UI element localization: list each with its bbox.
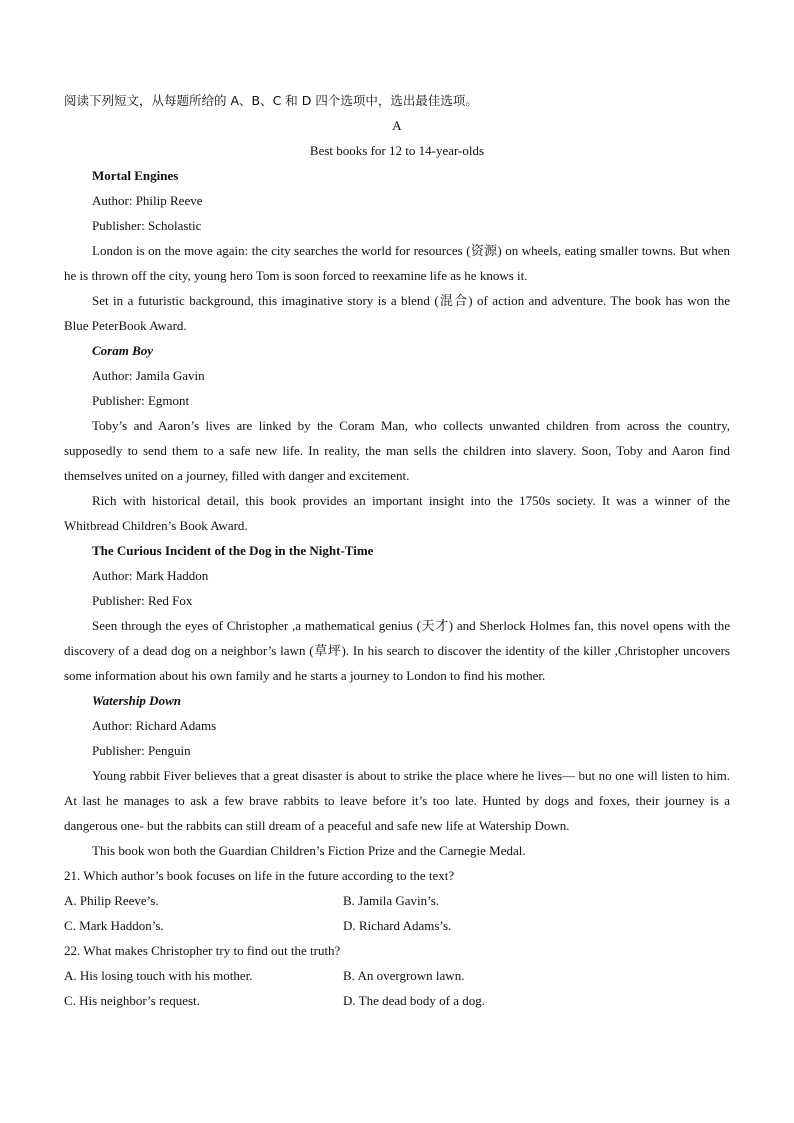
book-description: Young rabbit Fiver believes that a great disaster is about to strike the place where he lives— but no one will listen to him. At last he manages to ask a few brave rabbits to leave before it’s too late. Hunted by dogs and foxes, their journey is a dangerous one- but the rabbits can still dream of a peaceful and safe new life at Watership Down.: [64, 768, 730, 833]
book-author: Author: Richard Adams: [92, 718, 217, 733]
instruction-text: 阅读下列短文，从每题所给的 A、B、C 和 D 四个选项中，选出最佳选项。: [64, 93, 478, 108]
book-description: Rich with historical detail, this book provides an important insight into the 1750s society. It was a winner of the Whitbread Children’s Book Award.: [64, 493, 730, 533]
book-description: Seen through the eyes of Christopher ,a mathematical genius (天才) and Sherlock Holmes fan, this novel opens with the discovery of a dead dog on a neighbor’s lawn (草坪). In his search to discover the identity of the killer ,Christopher uncovers some information about his own family and he starts a journey to London to find his mother.: [64, 618, 730, 683]
book-description: This book won both the Guardian Children’s Fiction Prize and the Carnegie Medal.: [92, 843, 526, 858]
question-stem: 22. What makes Christopher try to find out the truth?: [64, 943, 341, 958]
book-publisher: Publisher: Scholastic: [92, 218, 202, 233]
book-description: London is on the move again: the city searches the world for resources (资源) on wheels, eating smaller towns. But when he is thrown off the city, young hero Tom is soon forced to reexamine life as he knows it.: [64, 243, 730, 283]
option-b: B. Jamila Gavin’s.: [343, 893, 440, 908]
passage-title: Best books for 12 to 14-year-olds: [309, 143, 485, 158]
option-a: A. His losing touch with his mother.: [64, 968, 253, 983]
option-d: D. The dead body of a dog.: [343, 993, 486, 1008]
section-letter: A: [392, 118, 402, 133]
book-publisher: Publisher: Egmont: [92, 393, 190, 408]
book-title: Coram Boy: [92, 343, 154, 358]
exam-page: [64, 88, 730, 1013]
book-author: Author: Philip Reeve: [92, 193, 203, 208]
book-entry: [64, 688, 730, 863]
book-publisher: Publisher: Red Fox: [92, 593, 193, 608]
option-c: C. Mark Haddon’s.: [64, 918, 164, 933]
book-entry: [64, 338, 730, 538]
book-description: Toby’s and Aaron’s lives are linked by the Coram Man, who collects unwanted children from across the country, supposedly to send them to a safe new life. In reality, the man sells the children into slavery. Soon, Toby and Aaron find themselves united on a journey, filled with danger and excitement.: [64, 418, 730, 483]
book-description: Set in a futuristic background, this imaginative story is a blend (混合) of action and adventure. The book has won the Blue PeterBook Award.: [64, 293, 730, 333]
option-c: C. His neighbor’s request.: [64, 993, 200, 1008]
book-title: The Curious Incident of the Dog in the Night-Time: [92, 543, 374, 558]
option-a: A. Philip Reeve’s.: [64, 893, 159, 908]
book-title: Watership Down: [92, 693, 181, 708]
book-entry: [64, 538, 730, 688]
question-stem: 21. Which author’s book focuses on life in the future according to the text?: [64, 868, 455, 883]
option-d: D. Richard Adams’s.: [343, 918, 452, 933]
option-b: B. An overgrown lawn.: [343, 968, 465, 983]
book-entry: [64, 163, 730, 338]
book-author: Author: Mark Haddon: [92, 568, 209, 583]
book-title: Mortal Engines: [92, 168, 179, 183]
book-author: Author: Jamila Gavin: [92, 368, 205, 383]
book-publisher: Publisher: Penguin: [92, 743, 191, 758]
question: [64, 938, 730, 1013]
question: [64, 863, 730, 938]
